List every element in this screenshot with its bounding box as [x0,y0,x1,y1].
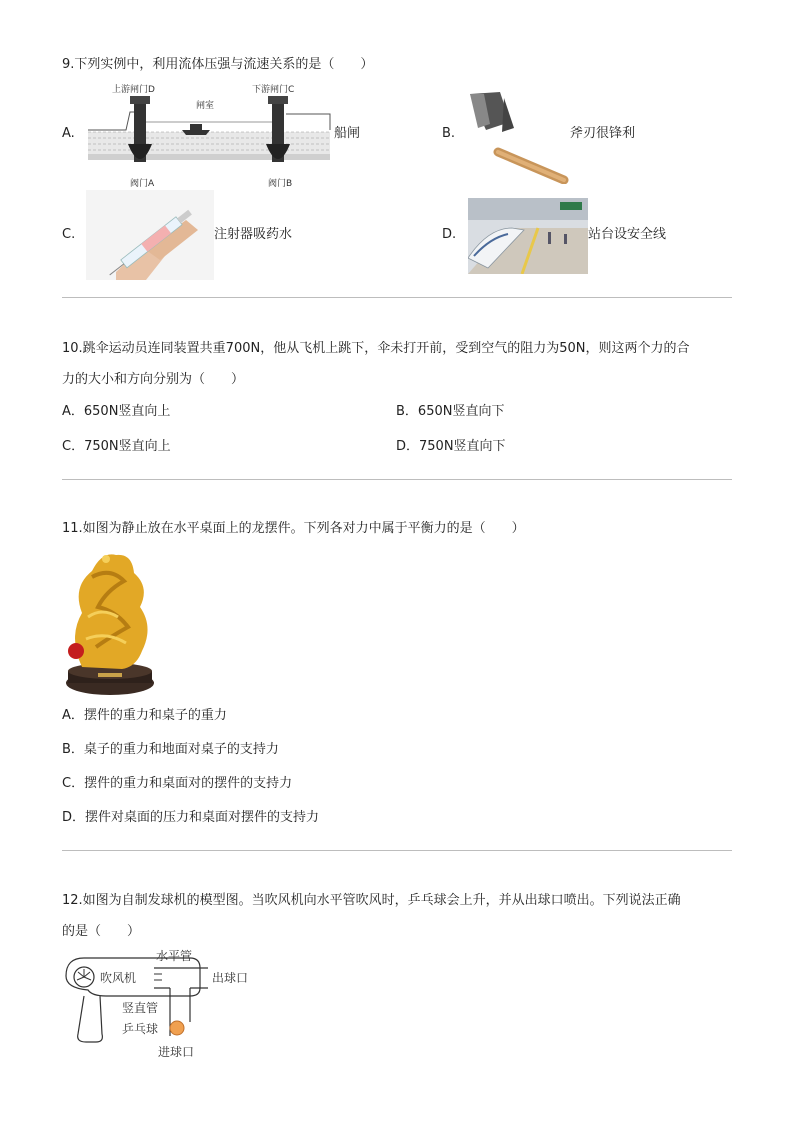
syringe-image [86,190,214,280]
q10-opt-c: C．750N竖直向上 [62,439,171,454]
q12-stem-line2: 的是（ ） [62,924,141,939]
divider-3 [62,850,732,851]
q9-opt-b-letter: B. [442,126,456,141]
ship-lock-diagram [86,82,336,192]
ball-launcher-diagram [62,944,262,1064]
q11-opt-b: B．桌子的重力和地面对桌子的支持力 [62,742,279,757]
divider-1 [62,297,732,298]
ball-label: 乒乓球 [122,1022,159,1036]
q10-stem-line1: 10.跳伞运动员连同装置共重700N，他从飞机上跳下，伞未打开前，受到空气的阻力为50N，则这两个力的合 [62,341,690,356]
vertical-pipe-label: 竖直管 [122,1001,159,1015]
q9-opt-a-caption: 船闸 [334,126,361,141]
q9-opt-c-caption: 注射器吸药水 [214,227,293,242]
valve-b-label: 阀门B [268,179,293,189]
q11-opt-a: A．摆件的重力和桌子的重力 [62,708,227,723]
q9-opt-d-letter: D. [442,227,457,242]
axe-image [464,88,572,184]
q10-opt-d: D．750N竖直向下 [396,439,506,454]
q9-opt-d-caption: 站台设安全线 [588,227,667,242]
q11-opt-c: C．摆件的重力和桌面对的摆件的支持力 [62,776,293,791]
lock-chamber-label: 闸室 [196,101,215,111]
q12-stem-line1: 12.如图为自制发球机的模型图。当吹风机向水平管吹风时，乒乓球会上升，并从出球口喷出。下列说法正确 [62,893,681,908]
valve-a-label: 阀门A [130,179,155,189]
q10-opt-a: A．650N竖直向上 [62,404,171,419]
train-platform-image [468,198,588,274]
inlet-label: 进球口 [158,1045,195,1059]
downstream-gate-label: 下游闸门C [252,85,295,95]
q10-opt-b: B．650N竖直向下 [396,404,505,419]
dragon-ornament-image [62,547,158,699]
divider-2 [62,479,732,480]
upstream-gate-label: 上游闸门D [112,85,155,95]
q10-stem-line2: 力的大小和方向分别为（ ） [62,372,245,387]
q9-opt-b-caption: 斧刃很锋利 [570,126,636,141]
horizontal-pipe-label: 水平管 [156,949,193,963]
q11-stem: 11.如图为静止放在水平桌面上的龙摆件。下列各对力中属于平衡力的是（ ） [62,521,525,536]
q9-opt-a-letter: A. [62,126,75,141]
q9-stem: 9.下列实例中，利用流体压强与流速关系的是（ ） [62,57,374,72]
q11-opt-d: D．摆件对桌面的压力和桌面对摆件的支持力 [62,810,320,825]
outlet-label: 出球口 [212,971,249,985]
blower-label: 吹风机 [100,971,137,985]
q9-opt-c-letter: C. [62,227,76,242]
